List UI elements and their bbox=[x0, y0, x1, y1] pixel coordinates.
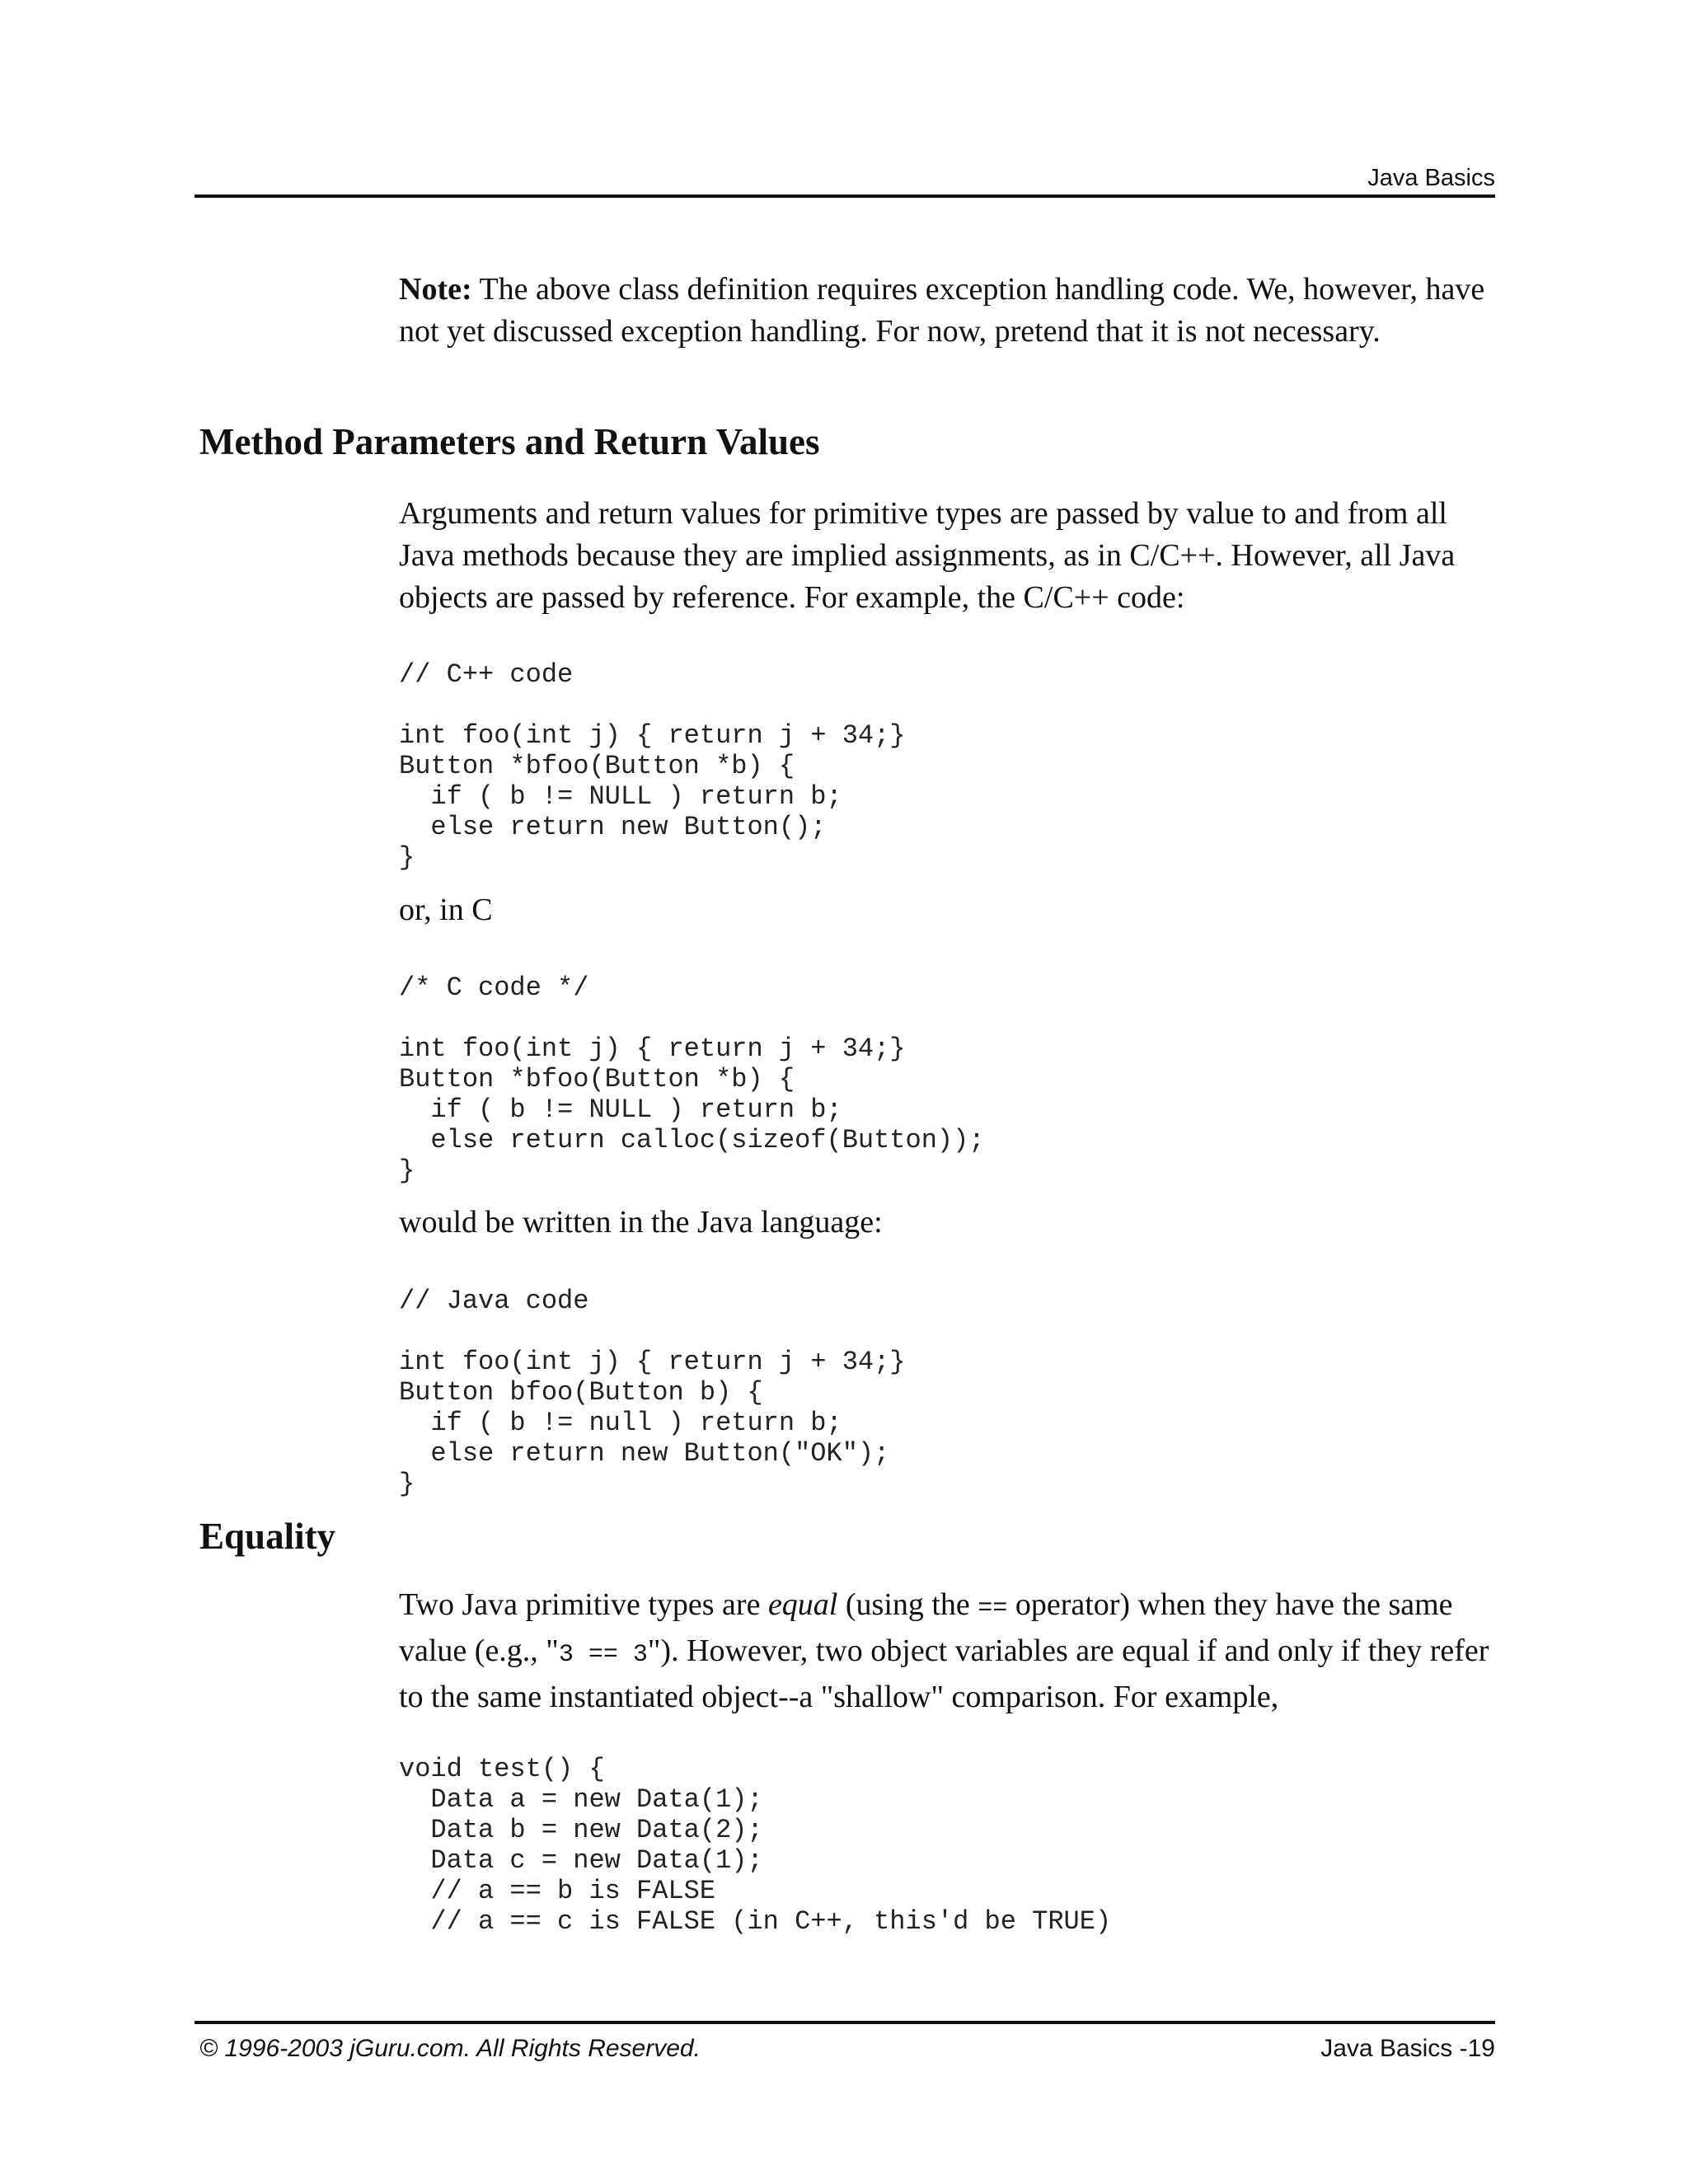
equality-example: 3 == 3 bbox=[558, 1641, 648, 1669]
equality-text-4: "). However, two object variables are equal if and only if they refer to the same instantiated object--a "shallow" comparison. For example, bbox=[399, 1633, 1489, 1714]
or-in-c-text: or, in C bbox=[399, 893, 493, 927]
note-paragraph bbox=[399, 269, 1503, 353]
code-block-cpp: // C++ code int foo(int j) { return j + 34;} Button *bfoo(Button *b) { if ( b != NULL ) return b; else return new Button(); } bbox=[399, 659, 906, 873]
code-block-c: /* C code */ int foo(int j) { return j + 34;} Button *bfoo(Button *b) { if ( b != NULL ) return b; else return calloc(sizeof(Button)); } bbox=[399, 972, 985, 1186]
footer-page-number: Java Basics -19 bbox=[1320, 2035, 1495, 2062]
equality-text-1: Two Java primitive types are bbox=[399, 1587, 768, 1622]
equality-text-3: operator) when they have the same value (e.g., " bbox=[399, 1587, 1453, 1668]
equality-emphasis: equal bbox=[767, 1587, 838, 1622]
note-label: Note: bbox=[399, 272, 472, 307]
method-intro-paragraph: Arguments and return values for primitive types are passed by value to and from all Java methods because they are implied assignments, as in C/C++. However, all Java objects are passed by reference. For example, the C/C++ code: bbox=[399, 496, 1456, 615]
equality-text-2: (using the bbox=[837, 1587, 978, 1622]
code-block-java: // Java code int foo(int j) { return j + 34;} Button bfoo(Button b) { if ( b != null ) return b; else return new Button("OK"); } bbox=[399, 1286, 906, 1499]
footer-copyright: © 1996-2003 jGuru.com. All Rights Reserved. bbox=[199, 2035, 701, 2062]
section-heading-method-parameters: Method Parameters and Return Values bbox=[199, 421, 820, 462]
equality-paragraph bbox=[399, 1584, 1503, 1718]
header-rule bbox=[195, 194, 1495, 198]
running-header: Java Basics bbox=[1367, 165, 1495, 191]
java-intro-text: would be written in the Java language: bbox=[399, 1205, 883, 1240]
footer-rule bbox=[195, 2021, 1495, 2024]
note-text: The above class definition requires exception handling code. We, however, have not yet discussed exception handling. For now, pretend that it is not necessary. bbox=[399, 272, 1485, 349]
section-heading-equality: Equality bbox=[199, 1516, 336, 1557]
code-block-test: void test() { Data a = new Data(1); Data b = new Data(2); Data c = new Data(1); // a == b is FALSE // a == c is FALSE (in C++, this'd be TRUE) bbox=[399, 1754, 1112, 1937]
equality-operator: == bbox=[978, 1595, 1008, 1623]
